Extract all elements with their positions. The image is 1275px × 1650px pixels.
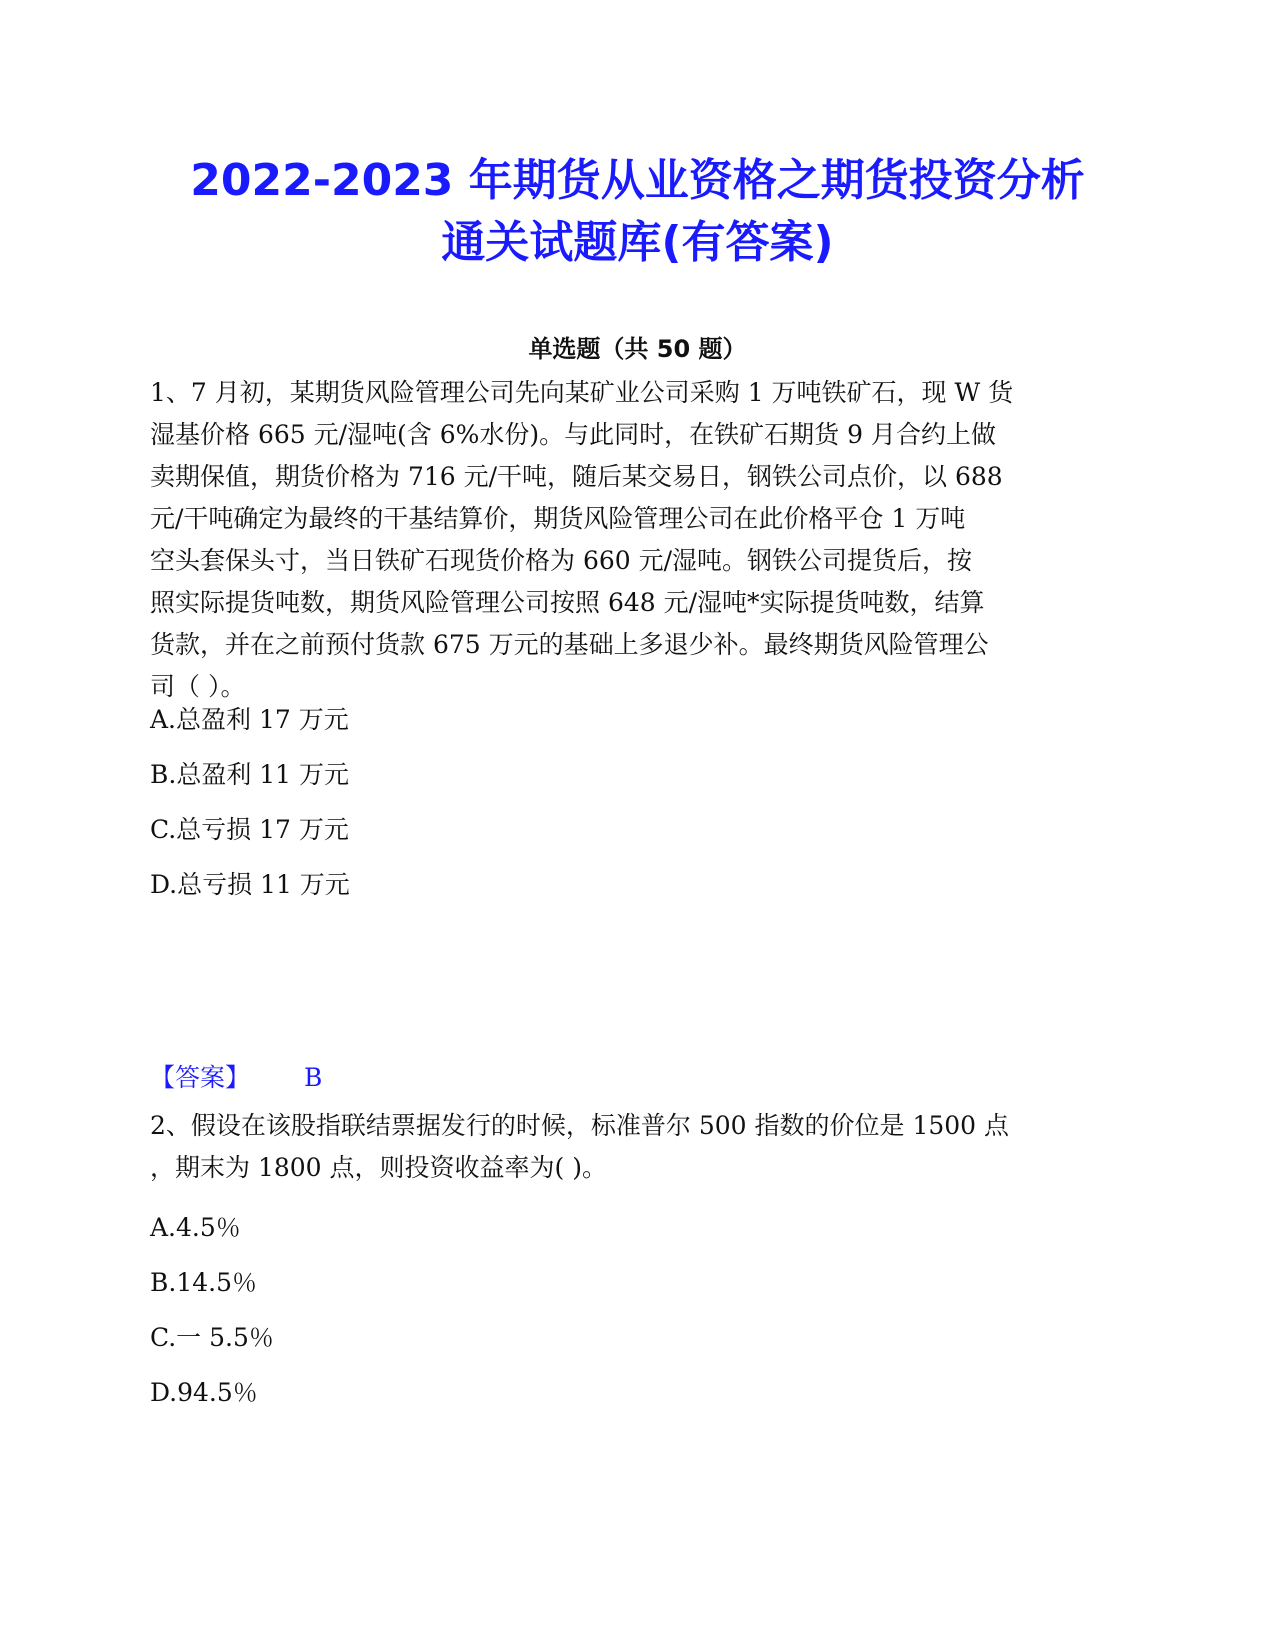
question-line: 空头套保头寸，当日铁矿石现货价格为 660 元/湿吨。钢铁公司提货后，按 — [150, 546, 973, 575]
question-line: 2、假设在该股指联结票据发行的时候，标准普尔 500 指数的价位是 1500 点 — [150, 1111, 1010, 1140]
section-heading: 单选题（共 50 题） — [528, 335, 747, 363]
question-2-option-c: C.一 5.5％ — [150, 1323, 274, 1352]
question-line: 1、7 月初，某期货风险管理公司先向某矿业公司采购 1 万吨铁矿石，现 W 货 — [150, 378, 1014, 407]
title-line-2: 通关试题库(有答案) — [441, 217, 834, 268]
question-2-text — [150, 1105, 1130, 1189]
question-1-answer — [150, 1061, 322, 1095]
question-line: 货款，并在之前预付货款 675 万元的基础上多退少补。最终期货风险管理公 — [150, 630, 989, 659]
question-1-option-b: B.总盈利 11 万元 — [150, 760, 350, 789]
question-1-option-a: A.总盈利 17 万元 — [150, 705, 349, 734]
question-line: 元/干吨确定为最终的干基结算价，期货风险管理公司在此价格平仓 1 万吨 — [150, 504, 966, 533]
question-2-option-a: A.4.5％ — [150, 1213, 241, 1242]
question-1-option-c: C.总亏损 17 万元 — [150, 815, 349, 844]
question-2-option-d: D.94.5％ — [150, 1378, 258, 1407]
question-line: ，期末为 1800 点，则投资收益率为( )。 — [150, 1153, 607, 1182]
question-line: 卖期保值，期货价格为 716 元/干吨，随后某交易日，钢铁公司点价，以 688 — [150, 462, 1003, 491]
answer-value: B — [304, 1063, 323, 1092]
question-2-option-b: B.14.5％ — [150, 1268, 257, 1297]
question-1-option-d: D.总亏损 11 万元 — [150, 870, 350, 899]
document-title — [100, 150, 1175, 274]
question-1-text — [150, 372, 1130, 708]
question-line: 司（ ）。 — [150, 672, 246, 701]
question-line: 湿基价格 665 元/湿吨(含 6%水份)。与此同时，在铁矿石期货 9 月合约上做 — [150, 420, 996, 449]
question-line: 照实际提货吨数，期货风险管理公司按照 648 元/湿吨*实际提货吨数，结算 — [150, 588, 985, 617]
title-line-1: 2022-2023 年期货从业资格之期货投资分析 — [190, 155, 1085, 206]
answer-label: 【答案】 — [150, 1063, 251, 1092]
